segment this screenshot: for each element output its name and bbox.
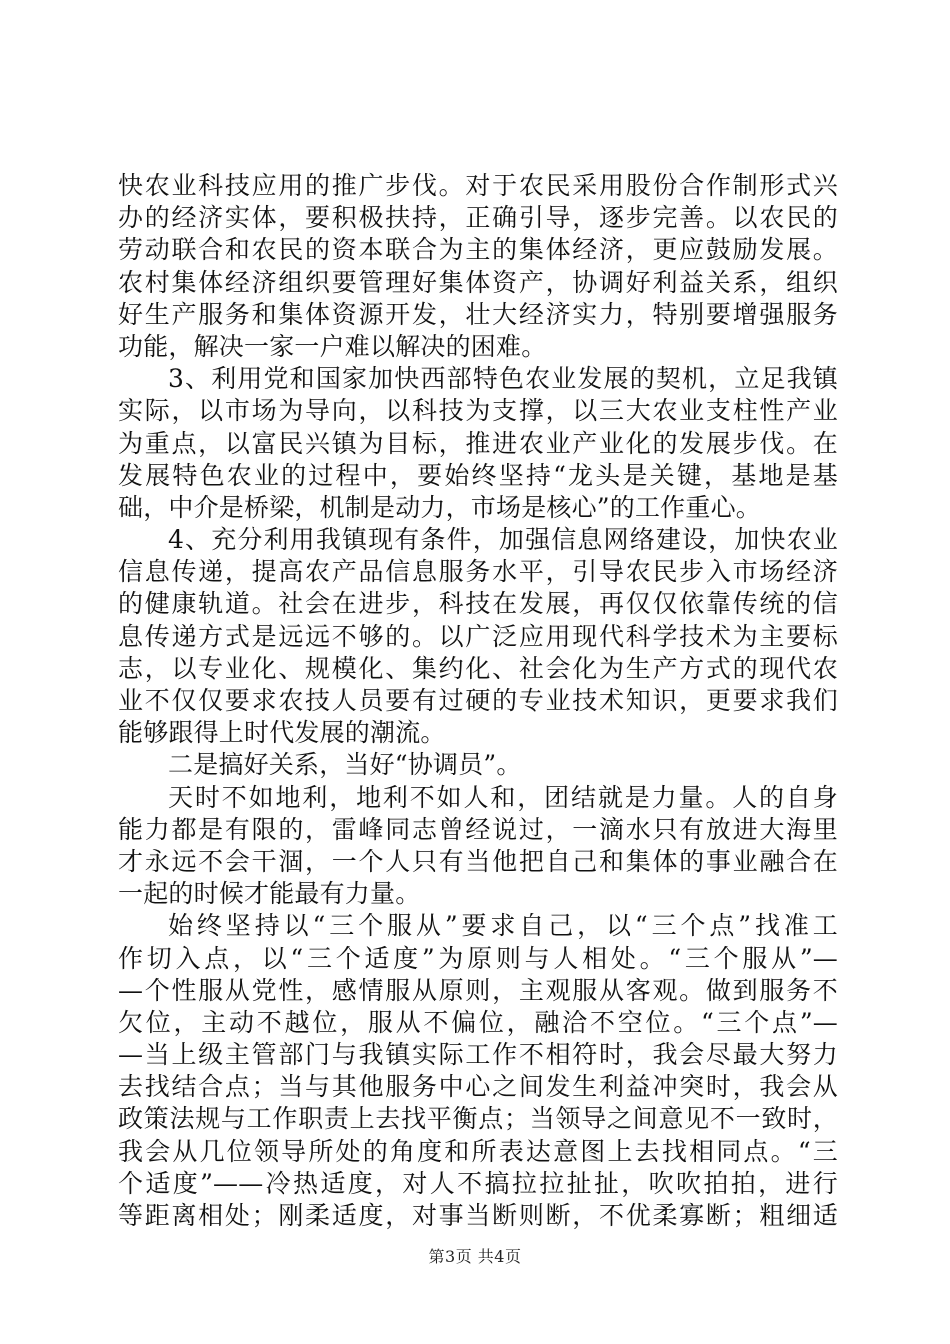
text-line: 能够跟得上时代发展的潮流。 [118,718,446,748]
text-line: 作切入点，以“三个适度”为原则与人相处。“三个服从”— [118,943,838,973]
text-line: 我会从几位领导所处的角度和所表达意图上去找相同点。“三 [118,1136,838,1166]
text-line: 才永远不会干涸，一个人只有当他把自己和集体的事业融合在 [118,846,838,876]
text-line: 业不仅仅要求农技人员要有过硬的专业技术知识，更要求我们 [118,686,838,715]
text-line: 息传递方式是远远不够的。以广泛应用现代科学技术为主要标 [118,621,838,651]
text-line: 为重点，以富民兴镇为目标，推进农业产业化的发展步伐。在 [118,428,838,458]
text-line: 政策法规与工作职责上去找平衡点；当领导之间意见不一致时， [118,1104,838,1134]
text-line: 一起的时候才能最有力量。 [118,879,421,909]
text-line: 实际，以市场为导向，以科技为支撑，以三大农业支柱性产业 [118,396,838,426]
text-line: 好生产服务和集体资源开发，壮大经济实力，特别要增强服务 [118,299,838,329]
text-line: 欠位，主动不越位，服从不偏位，融洽不空位。“三个点”— [118,1007,838,1037]
text-line: 志，以专业化、规模化、集约化、社会化为生产方式的现代农 [118,653,838,683]
text-line: —当上级主管部门与我镇实际工作不相符时，我会尽最大努力 [118,1040,838,1070]
text-line: 办的经济实体，要积极扶持，正确引导，逐步完善。以农民的 [118,203,838,233]
document-body [118,170,838,1232]
text-line: 发展特色农业的过程中，要始终坚持“龙头是关键，基地是基 [118,460,838,490]
text-line: 农村集体经济组织要管理好集体资产，协调好利益关系，组织 [118,267,838,297]
text-line: 去找结合点；当与其他服务中心之间发生利益冲突时，我会从 [118,1072,838,1102]
text-line: —个性服从党性，感情服从原则，主观服从客观。做到服务不 [118,975,838,1005]
text-line: 劳动联合和农民的资本联合为主的集体经济，更应鼓励发展。 [118,235,838,265]
text-line: 始终坚持以“三个服从”要求自己，以“三个点”找准工 [168,911,838,941]
page-footer: 第3页 共4页 [428,1247,522,1266]
text-line: 个适度”——冷热适度，对人不搞拉拉扯扯，吹吹拍拍，进行 [118,1168,838,1198]
text-line: 信息传递，提高农产品信息服务水平，引导农民步入市场经济 [118,557,838,587]
text-line: 础，中介是桥梁，机制是动力，市场是核心”的工作重心。 [118,492,761,522]
text-line: 快农业科技应用的推广步伐。对于农民采用股份合作制形式兴 [118,171,838,200]
text-line: 4、充分利用我镇现有条件，加强信息网络建设，加快农业 [168,525,838,555]
text-line: 等距离相处；刚柔适度，对事当断则断，不优柔寡断；粗细适 [118,1201,838,1230]
text-line: 3、利用党和国家加快西部特色农业发展的契机，立足我镇 [168,364,838,394]
text-line: 能力都是有限的，雷峰同志曾经说过，一滴水只有放进大海里 [118,814,838,844]
text-line: 二是搞好关系，当好“协调员”。 [168,750,522,780]
text-line: 功能，解决一家一户难以解决的困难。 [118,331,547,361]
text-line: 天时不如地利，地利不如人和，团结就是力量。人的自身 [168,782,838,812]
text-line: 的健康轨道。社会在进步，科技在发展，再仅仅依靠传统的信 [118,589,838,619]
